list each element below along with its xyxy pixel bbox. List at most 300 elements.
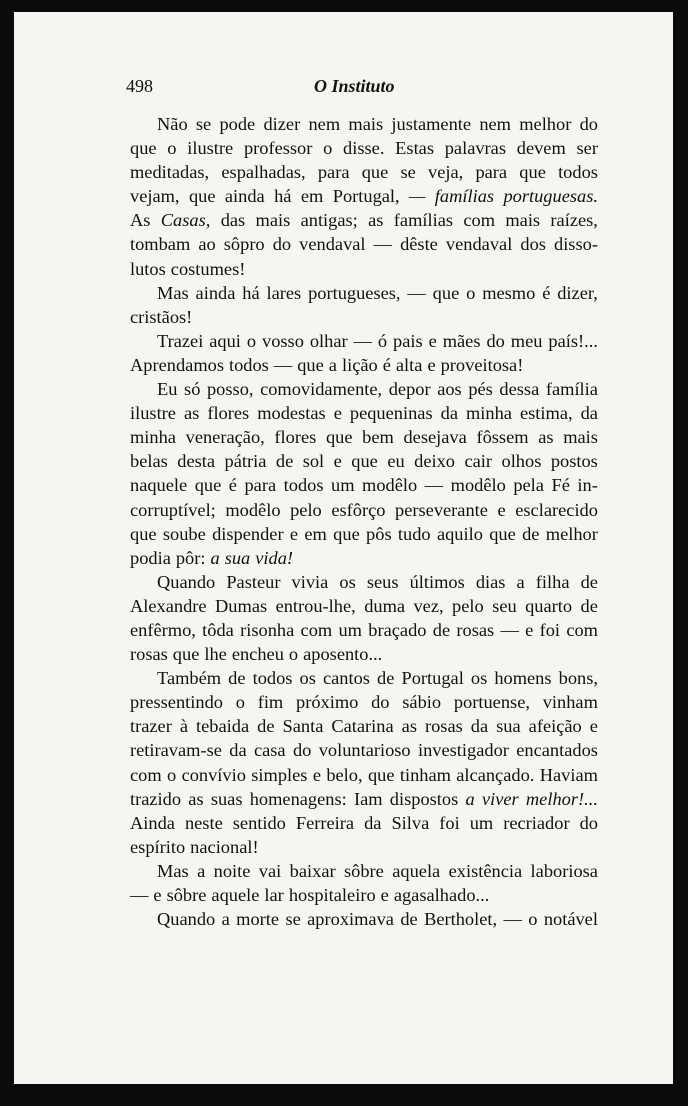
word: suas <box>210 788 243 809</box>
word: encheu <box>231 644 284 665</box>
word: para <box>244 475 277 496</box>
word: esfôrço <box>331 499 386 520</box>
word: veneração, <box>185 427 265 448</box>
word: pés <box>468 379 493 400</box>
word: entrou-lhe, <box>275 595 356 616</box>
word: melhor <box>519 114 572 134</box>
word: Eu <box>157 379 178 400</box>
word: flores <box>207 403 250 424</box>
word: dispender <box>212 523 284 544</box>
word: e <box>333 451 342 472</box>
word: ainda <box>195 282 236 303</box>
word: proveitosa! <box>440 354 524 375</box>
word: cantos <box>322 668 370 689</box>
word: que <box>361 162 389 183</box>
word: Silva <box>391 812 430 833</box>
word: o <box>528 909 538 930</box>
word: Mas <box>157 282 189 303</box>
word: aquele <box>211 885 260 905</box>
word: meditadas, <box>130 162 210 183</box>
word: rosas <box>130 644 168 665</box>
word: devem <box>516 138 566 159</box>
word: é <box>542 282 551 303</box>
word: a <box>465 788 475 809</box>
word: — <box>409 186 426 207</box>
word: à <box>179 716 189 737</box>
word: fim <box>257 692 284 713</box>
word: os <box>339 571 356 592</box>
word: Ferreira <box>295 812 355 833</box>
text-line <box>130 907 598 931</box>
word: de <box>522 523 540 544</box>
word: pelo <box>452 595 484 616</box>
text-line <box>130 883 598 907</box>
word: lhe <box>204 644 227 665</box>
word: noite <box>213 860 251 881</box>
word: — <box>503 909 522 930</box>
word: modestas <box>257 403 326 424</box>
word: pôs <box>366 523 392 544</box>
word: mais <box>563 427 598 448</box>
word: vida! <box>255 547 294 568</box>
word: lição <box>341 354 378 375</box>
word: dessa <box>499 379 540 400</box>
word: do <box>292 740 312 761</box>
text-line <box>130 594 598 618</box>
word: que <box>489 523 516 544</box>
word: vendaval <box>445 234 513 255</box>
text-line <box>130 184 598 208</box>
text-line <box>130 305 598 329</box>
word: lutos <box>130 258 166 279</box>
text-line <box>130 281 598 305</box>
word: da <box>580 403 598 424</box>
word: lar <box>264 885 284 905</box>
word: o <box>167 764 177 785</box>
word: morte <box>236 909 280 930</box>
word: o <box>323 138 333 159</box>
text-line <box>130 498 598 522</box>
word: e <box>589 716 598 737</box>
word: disse. <box>343 138 385 159</box>
word: portuense, <box>453 692 530 713</box>
word: bons, <box>558 668 598 689</box>
word: do <box>579 114 598 134</box>
word: pela <box>513 475 544 496</box>
word: rosas <box>424 716 463 737</box>
word: de <box>377 668 395 689</box>
word: recriador <box>503 812 570 833</box>
word: convívio <box>181 764 246 785</box>
word: belo, <box>326 764 363 785</box>
word: só <box>184 379 201 400</box>
word: Casas, <box>160 210 211 231</box>
word: que <box>333 523 360 544</box>
word: encantados <box>516 740 598 761</box>
text-line <box>130 811 598 835</box>
word: do <box>371 692 390 713</box>
word: que <box>130 523 157 544</box>
word: do <box>272 234 292 255</box>
word: aquela <box>392 860 441 881</box>
word: espírito <box>130 836 186 857</box>
word: dias <box>475 571 506 592</box>
word: sôpro <box>223 234 265 255</box>
word: alcançado. <box>456 764 535 785</box>
word: Não <box>157 114 188 134</box>
word: de <box>257 716 275 737</box>
word: as <box>183 403 200 424</box>
word: dizer <box>263 114 301 134</box>
word: e <box>428 330 437 351</box>
word: para <box>475 162 508 183</box>
word: cristãos! <box>130 306 193 327</box>
word: seu <box>492 595 517 616</box>
word: que <box>188 186 216 207</box>
word: de <box>580 595 598 616</box>
word: ilustre <box>187 138 234 159</box>
word: perseverante <box>395 499 488 520</box>
word: esclarecido <box>515 499 598 520</box>
word: ao <box>198 234 216 255</box>
word: que <box>432 282 460 303</box>
word: e <box>380 885 389 905</box>
word: baixar <box>289 860 336 881</box>
word: país!... <box>548 330 598 351</box>
word: que <box>325 427 353 448</box>
word: dispostos <box>389 788 459 809</box>
text-line <box>130 353 598 377</box>
word: nem <box>308 114 341 134</box>
text-line <box>130 763 598 787</box>
word: postos <box>550 451 598 472</box>
word: dizer, <box>557 282 598 303</box>
word: em <box>304 523 327 544</box>
word: trazer <box>130 716 172 737</box>
word: viver <box>481 788 519 809</box>
word: todos <box>228 354 269 375</box>
word: a <box>197 860 206 881</box>
word: das <box>220 210 246 231</box>
text-line <box>130 449 598 473</box>
word: um <box>469 812 494 833</box>
word: soube <box>162 523 206 544</box>
word: olhos <box>501 451 542 472</box>
word: famílias <box>393 210 454 231</box>
word: o <box>466 282 476 303</box>
word: melhor!... <box>525 788 598 809</box>
word: Ainda <box>130 812 175 833</box>
word: disso- <box>554 234 598 255</box>
text-line <box>130 208 598 232</box>
word: um <box>338 619 362 640</box>
text-line <box>130 473 598 497</box>
word: notável <box>543 909 598 930</box>
word: se <box>285 909 301 930</box>
word: da <box>440 403 458 424</box>
word: pode <box>219 114 256 134</box>
word: minha <box>466 403 512 424</box>
word: desta <box>177 451 216 472</box>
word: há <box>274 186 292 207</box>
text-line <box>130 859 598 883</box>
word: homenagens: <box>249 788 347 809</box>
word: quarto <box>525 595 573 616</box>
word: vinham <box>542 692 598 713</box>
word: lares <box>266 282 302 303</box>
word: que <box>297 354 324 375</box>
word: fôssem <box>476 427 529 448</box>
word: justamente <box>391 114 472 134</box>
word: raízes, <box>550 210 598 231</box>
word: a <box>210 547 220 568</box>
word: e <box>333 403 342 424</box>
word: e <box>427 354 436 375</box>
word: laboriosa <box>530 860 598 881</box>
word: rosas <box>456 619 495 640</box>
word: As <box>130 210 151 231</box>
word: deixo <box>414 451 455 472</box>
word: sua <box>496 716 521 737</box>
word: foi <box>539 619 561 640</box>
word: modêlo <box>362 475 418 496</box>
word: todos <box>283 475 324 496</box>
word: aqui <box>209 330 241 351</box>
text-line <box>130 329 598 353</box>
word: Alexandre <box>130 595 207 616</box>
word: as <box>538 427 554 448</box>
text-line <box>130 546 598 570</box>
text-line <box>130 738 598 762</box>
word: seus <box>366 571 399 592</box>
text-line <box>130 522 598 546</box>
word: flores <box>274 427 317 448</box>
word: pequeninas <box>349 403 433 424</box>
word: famílias <box>434 186 495 207</box>
text-line <box>130 618 598 642</box>
text-line <box>130 425 598 449</box>
word: modêlo <box>450 475 506 496</box>
word: aposento... <box>303 644 383 665</box>
word: aos <box>437 379 462 400</box>
word: aquilo <box>436 523 483 544</box>
word: Pasteur <box>226 571 281 592</box>
word: sábio <box>402 692 442 713</box>
text-line <box>130 714 598 738</box>
word: tombam <box>130 234 191 255</box>
word: e <box>153 885 162 905</box>
word: da <box>229 740 247 761</box>
word: a <box>221 909 230 930</box>
word: é <box>382 354 391 375</box>
word: do <box>579 812 598 833</box>
word: Dumas <box>215 595 268 616</box>
word: Catarina <box>331 716 394 737</box>
word: próximo <box>296 692 359 713</box>
word: tôda <box>202 619 234 640</box>
word: da <box>364 812 382 833</box>
word: aproximava <box>307 909 394 930</box>
word: e <box>289 523 299 544</box>
word: e <box>497 499 506 520</box>
word: mesmo <box>482 282 536 303</box>
word: sua <box>224 547 251 568</box>
word: nacional! <box>190 836 259 857</box>
word: foi <box>439 812 460 833</box>
word: tudo <box>397 523 431 544</box>
word: mais <box>255 210 291 231</box>
word: corruptível; <box>130 499 216 520</box>
word: vejam, <box>130 186 180 207</box>
word: em <box>300 186 324 207</box>
text-line <box>130 835 598 859</box>
word: vosso <box>262 330 304 351</box>
word: trazido <box>130 788 182 809</box>
word: sôbre <box>166 885 207 905</box>
word: pais <box>393 330 423 351</box>
word: belas <box>130 451 168 472</box>
word: minha <box>130 427 176 448</box>
word: eu <box>387 451 405 472</box>
word: costumes! <box>170 258 246 279</box>
word: Trazei <box>157 330 204 351</box>
word: estima, <box>519 403 573 424</box>
word: professor <box>243 138 313 159</box>
word: ainda <box>224 186 265 207</box>
word: olhar <box>309 330 348 351</box>
word: o <box>246 330 257 351</box>
word: todos <box>558 162 598 183</box>
word: melhor <box>545 523 598 544</box>
text-line <box>130 401 598 425</box>
word: braçado <box>368 619 427 640</box>
word: com <box>130 764 162 785</box>
word: as <box>368 210 384 231</box>
text-line <box>130 232 598 256</box>
text-line <box>130 570 598 594</box>
word: duma <box>364 595 406 616</box>
word: Quando <box>157 571 216 592</box>
word: Haviam <box>539 764 598 785</box>
word: do <box>486 330 505 351</box>
word: filha <box>535 571 570 592</box>
word: nem <box>479 114 511 134</box>
word: afeição <box>528 716 582 737</box>
word: Portugal, <box>332 186 400 207</box>
word: é <box>228 475 237 496</box>
word: sôbre <box>344 860 384 881</box>
text-line <box>130 642 598 666</box>
text-line <box>130 160 598 184</box>
word: ser <box>576 138 598 159</box>
word: os <box>470 668 488 689</box>
word: e <box>525 619 534 640</box>
word: Bertholet, <box>424 909 498 930</box>
word: — <box>407 282 426 303</box>
word: de <box>228 668 246 689</box>
word: Também <box>157 668 222 689</box>
word: mais <box>348 114 384 134</box>
word: pátria <box>224 451 267 472</box>
word: Santa <box>282 716 324 737</box>
text-line <box>130 112 598 136</box>
word: para <box>317 162 350 183</box>
word: antigas; <box>300 210 358 231</box>
text-line <box>130 377 598 401</box>
word: que <box>172 644 200 665</box>
word: que <box>519 162 546 183</box>
word: de <box>432 619 451 640</box>
word: um <box>331 475 355 496</box>
word: enfêrmo, <box>130 619 196 640</box>
word: homens <box>494 668 552 689</box>
word: vendaval <box>299 234 366 255</box>
word: alta <box>395 354 423 375</box>
word: existência <box>448 860 523 881</box>
word: comovidamente, <box>260 379 383 400</box>
word: espalhadas, <box>221 162 306 183</box>
word: Aprendamos <box>130 354 224 375</box>
word: se <box>400 162 416 183</box>
word: as <box>188 788 204 809</box>
word: de <box>580 571 598 592</box>
word: a <box>516 571 525 592</box>
word: — <box>130 885 149 905</box>
word: vai <box>258 860 282 881</box>
text-line <box>130 257 598 281</box>
word: e <box>312 764 321 785</box>
page-number: 498 <box>126 76 153 96</box>
word: sol <box>302 451 325 472</box>
word: família <box>545 379 598 400</box>
word: — <box>424 475 444 496</box>
body-text <box>130 112 598 931</box>
word: o <box>288 644 299 665</box>
word: portuguesas. <box>503 186 598 207</box>
word: — <box>500 619 519 640</box>
word: casa <box>253 740 286 761</box>
text-line <box>130 787 598 811</box>
word: neste <box>184 812 223 833</box>
word: Portugal <box>401 668 464 689</box>
text-line <box>130 690 598 714</box>
word: com <box>300 619 333 640</box>
word: todos <box>252 668 293 689</box>
word: meu <box>510 330 543 351</box>
word: se <box>195 114 212 134</box>
word: hospitaleiro <box>288 885 376 905</box>
word: vez, <box>413 595 444 616</box>
word: as <box>401 716 417 737</box>
word: naquele <box>130 475 188 496</box>
word: in- <box>577 475 598 496</box>
word: o <box>167 138 177 159</box>
word: depor <box>388 379 431 400</box>
word: Iam <box>353 788 383 809</box>
word: posso, <box>206 379 254 400</box>
running-title: O Instituto <box>314 76 395 96</box>
word: — <box>373 234 392 255</box>
word: Fé <box>551 475 570 496</box>
word: mães <box>442 330 481 351</box>
word: que <box>367 764 395 785</box>
word: veja, <box>428 162 464 183</box>
word: Estas <box>395 138 434 159</box>
word: pôr: <box>175 547 206 568</box>
word: Mas <box>157 860 189 881</box>
word: mais <box>505 210 541 231</box>
word: Quando <box>157 909 216 930</box>
